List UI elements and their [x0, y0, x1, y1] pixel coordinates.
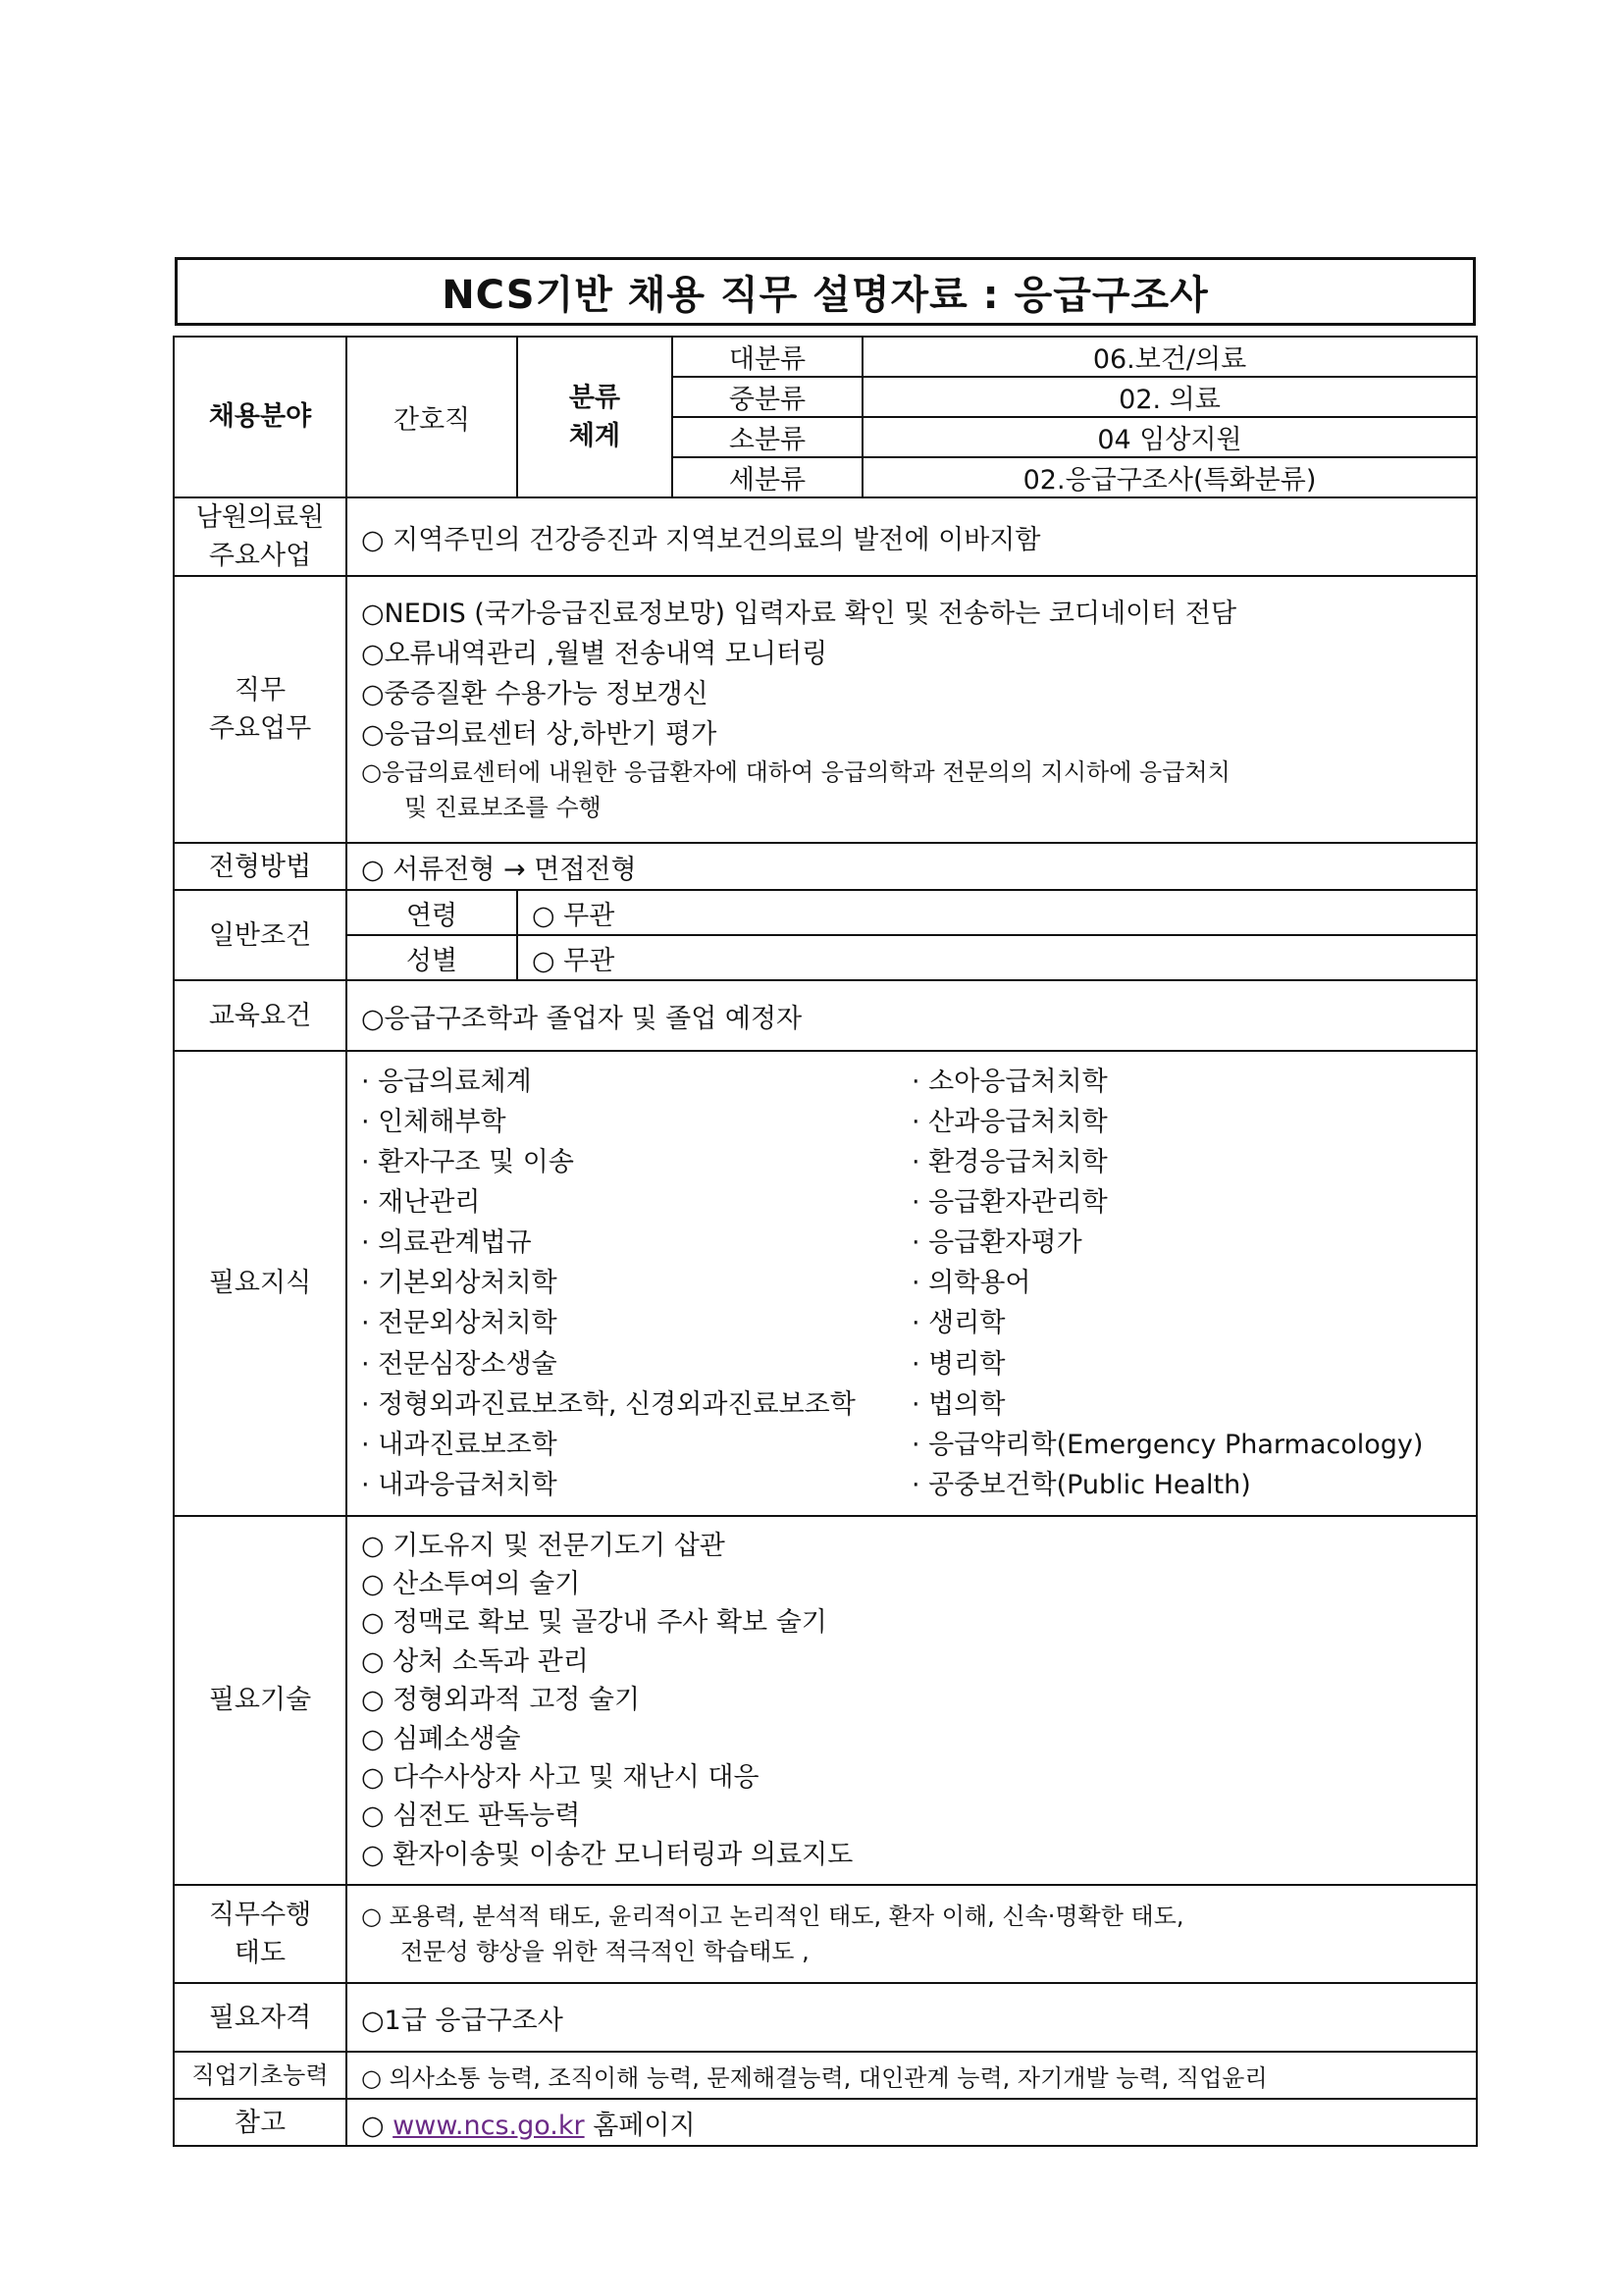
knowledge-item: · 응급환자평가 [912, 1227, 1082, 1259]
class-key-middle: 중분류 [672, 377, 863, 417]
attitude-line: ○ 포용력, 분석적 태도, 윤리적이고 논리적인 태도, 환자 이해, 신속·명확한 태도, [361, 1902, 1184, 1930]
skill-item: ○ 기도유지 및 전문기도기 삽관 [361, 1530, 725, 1561]
class-key-minor: 소분류 [672, 417, 863, 457]
class-key-detail: 세분류 [672, 457, 863, 497]
knowledge-item: · 환자구조 및 이송 [361, 1147, 574, 1178]
knowledge-item: · 응급의료체계 [361, 1067, 532, 1098]
ncs-website-link[interactable]: www.ncs.go.kr [393, 2110, 585, 2141]
duty-label-line1: 직무 [234, 675, 287, 706]
duty-label-line2: 주요업무 [208, 713, 312, 745]
document-title: NCS기반 채용 직무 설명자료 : 응급구조사 [175, 257, 1476, 326]
business-label [174, 497, 346, 576]
knowledge-item: · 환경응급처치학 [912, 1147, 1108, 1178]
skill-item: ○ 상처 소독과 관리 [361, 1645, 589, 1677]
knowledge-item: · 공중보건학(Public Health) [912, 1469, 1251, 1500]
skill-item: ○ 다수사상자 사고 및 재난시 대응 [361, 1762, 759, 1794]
knowledge-item: · 의학용어 [912, 1268, 1031, 1299]
business-label-line2: 주요사업 [208, 541, 312, 572]
education-label: 교육요건 [174, 980, 346, 1051]
attitude-label-line2: 태도 [234, 1938, 287, 1969]
class-key-major: 대분류 [672, 337, 863, 377]
attitude-line: 전문성 향상을 위한 적극적인 학습태도 , [400, 1938, 810, 1966]
recruit-label: 채용분야 [174, 337, 346, 497]
skill-list [346, 1516, 1477, 1886]
basic-ability-text: ○ 의사소통 능력, 조직이해 능력, 문제해결능력, 대인관계 능력, 자기개발 능력, 직업윤리 [346, 2052, 1477, 2099]
attitude-label [174, 1885, 346, 1983]
skill-item: ○ 정맥로 확보 및 골강내 주사 확보 술기 [361, 1607, 827, 1639]
class-value-middle: 02. 의료 [863, 377, 1477, 417]
business-label-line1: 남원의료원 [195, 502, 325, 533]
knowledge-item: · 법의학 [912, 1388, 1006, 1420]
knowledge-left-column [361, 1062, 912, 1504]
attitude-label-line1: 직무수행 [208, 1900, 312, 1931]
selection-text: ○ 서류전형 → 면접전형 [346, 843, 1477, 890]
reference-suffix: 홈페이지 [593, 2110, 696, 2141]
education-text: ○응급구조학과 졸업자 및 졸업 예정자 [346, 980, 1477, 1051]
knowledge-item: · 인체해부학 [361, 1107, 506, 1138]
sex-label: 성별 [346, 935, 517, 980]
duty-item: ○오류내역관리 ,월별 전송내역 모니터링 [361, 638, 828, 669]
class-value-minor: 04 임상지원 [863, 417, 1477, 457]
knowledge-item: · 기본외상처치학 [361, 1268, 557, 1299]
skill-item: ○ 심전도 판독능력 [361, 1800, 581, 1832]
business-text: ○ 지역주민의 건강증진과 지역보건의료의 발전에 이바지함 [346, 497, 1477, 576]
recruit-value: 간호직 [346, 337, 517, 497]
knowledge-item: · 병리학 [912, 1348, 1006, 1380]
attitude-text [346, 1885, 1477, 1983]
knowledge-label: 필요지식 [174, 1051, 346, 1515]
classification-label-line1: 분류 [568, 382, 621, 413]
knowledge-item: · 전문외상처치학 [361, 1308, 557, 1339]
knowledge-item: · 전문심장소생술 [361, 1348, 557, 1380]
skill-item: ○ 환자이송및 이송간 모니터링과 의료지도 [361, 1839, 854, 1870]
knowledge-item: · 생리학 [912, 1308, 1006, 1339]
knowledge-item: · 의료관계법규 [361, 1227, 532, 1259]
reference-label: 참고 [174, 2099, 346, 2146]
knowledge-right-column [912, 1062, 1462, 1504]
class-value-detail: 02.응급구조사(특화분류) [863, 457, 1477, 497]
skill-item: ○ 산소투여의 술기 [361, 1569, 581, 1600]
general-label: 일반조건 [174, 890, 346, 980]
knowledge-item: · 응급약리학(Emergency Pharmacology) [912, 1429, 1424, 1460]
reference-text [346, 2099, 1477, 2146]
skill-item: ○ 정형외과적 고정 술기 [361, 1685, 641, 1716]
class-value-major: 06.보건/의료 [863, 337, 1477, 377]
knowledge-item: · 내과진료보조학 [361, 1429, 557, 1460]
license-label: 필요자격 [174, 1983, 346, 2052]
skill-label: 필요기술 [174, 1516, 346, 1886]
job-description-table [173, 336, 1478, 2147]
classification-label [517, 337, 672, 497]
knowledge-list [346, 1051, 1477, 1515]
knowledge-item: · 소아응급처치학 [912, 1067, 1108, 1098]
duty-item: ○중증질환 수용가능 정보갱신 [361, 678, 708, 709]
knowledge-item: · 재난관리 [361, 1187, 481, 1219]
duty-item: ○응급의료센터 상,하반기 평가 [361, 718, 717, 750]
classification-label-line2: 체계 [568, 421, 621, 451]
duty-item: ○NEDIS (국가응급진료정보망) 입력자료 확인 및 전송하는 코디네이터 전담 [361, 598, 1237, 629]
knowledge-item: · 정형외과진료보조학, 신경외과진료보조학 [361, 1388, 856, 1420]
knowledge-item: · 내과응급처치학 [361, 1469, 557, 1500]
reference-bullet: ○ [361, 2110, 385, 2141]
sex-value: ○ 무관 [517, 935, 1477, 980]
duty-list [346, 576, 1477, 843]
knowledge-item: · 응급환자관리학 [912, 1187, 1108, 1219]
selection-label: 전형방법 [174, 843, 346, 890]
skill-item: ○ 심폐소생술 [361, 1723, 521, 1754]
duty-label [174, 576, 346, 843]
age-label: 연령 [346, 890, 517, 935]
duty-item: ○응급의료센터에 내원한 응급환자에 대하여 응급의학과 전문의의 지시하에 응급처치 [361, 757, 1230, 786]
basic-ability-label: 직업기초능력 [174, 2052, 346, 2099]
age-value: ○ 무관 [517, 890, 1477, 935]
license-text: ○1급 응급구조사 [346, 1983, 1477, 2052]
duty-item: 및 진료보조를 수행 [404, 794, 602, 822]
knowledge-item: · 산과응급처치학 [912, 1107, 1108, 1138]
